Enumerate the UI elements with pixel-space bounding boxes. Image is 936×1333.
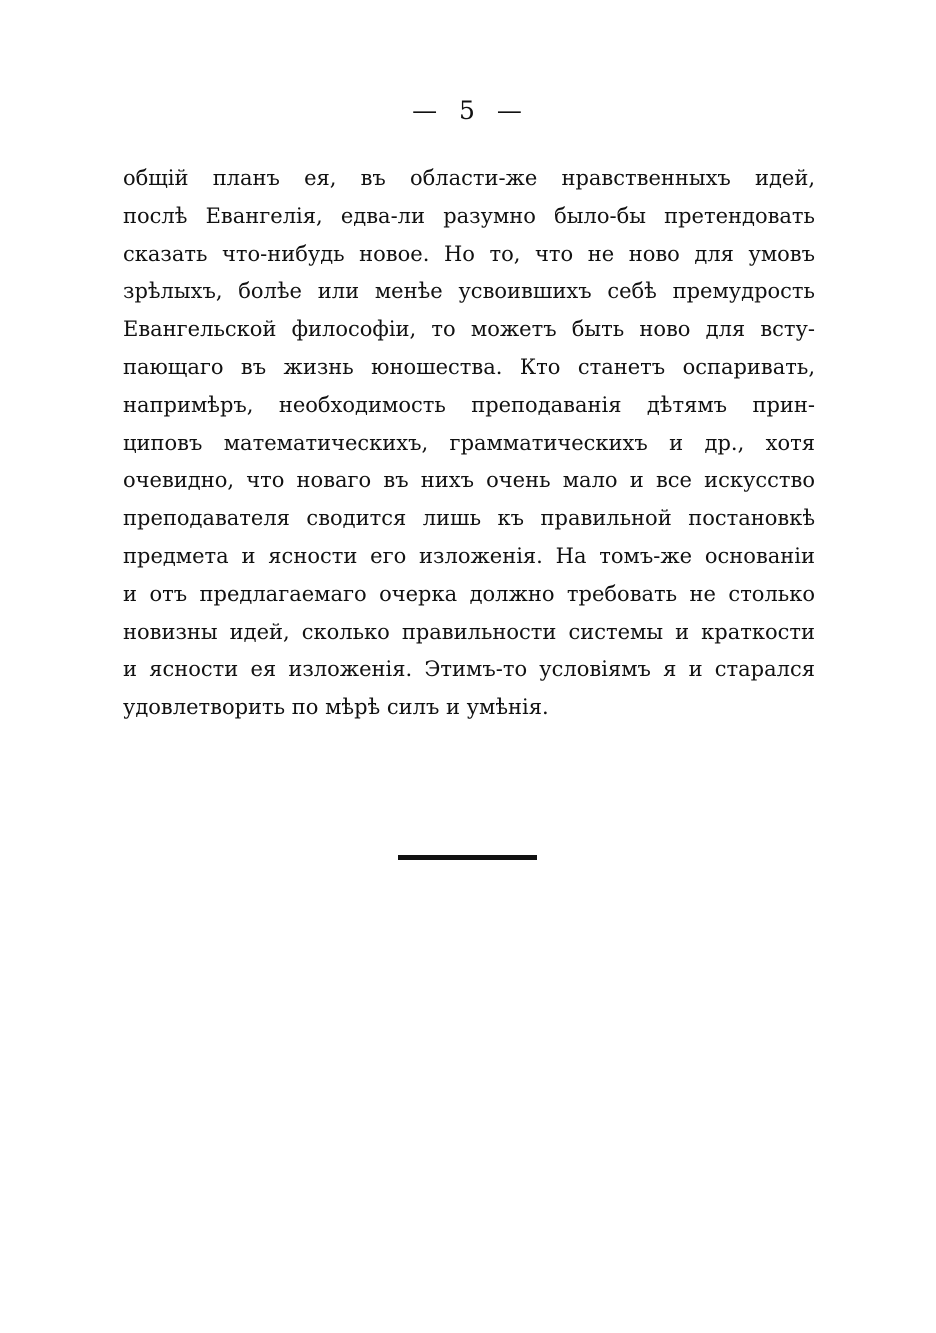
body-text — [123, 160, 815, 727]
text-line: сказать что-нибудь новое. Но то, что не ново для умовъ — [123, 241, 815, 266]
text-line: очевидно, что новаго въ нихъ очень мало и все искусство — [123, 468, 815, 493]
text-line: преподавателя сводится лишь къ правильной постановкѣ — [123, 506, 815, 531]
text-line: напримѣръ, необходимость преподаванія дѣтямъ прин- — [123, 392, 815, 417]
page-number: — 5 — — [412, 96, 524, 125]
text-line: общій планъ ея, въ области-же нравственныхъ идей, — [123, 166, 815, 190]
text-line: пающаго въ жизнь юношества. Кто станетъ оспаривать, — [123, 354, 815, 379]
text-line: новизны идей, сколько правильности системы и краткости — [123, 619, 815, 644]
text-line: и ясности ея изложенія. Этимъ-то условіямъ я и старался — [123, 657, 815, 682]
text-line: предмета и ясности его изложенія. На томъ-же основаніи — [123, 543, 815, 568]
text-line: циповъ математическихъ, грамматическихъ и др., хотя — [123, 430, 815, 455]
text-line: зрѣлыхъ, болѣе или менѣе усвоившихъ себѣ премудрость — [123, 279, 815, 304]
text-line: послѣ Евангелія, едва-ли разумно было-бы претендовать — [123, 203, 815, 228]
text-line-last: удовлетворить по мѣрѣ силъ и умѣнія. — [123, 695, 549, 720]
text-line: Евангельской философіи, то можетъ быть ново для всту- — [123, 317, 815, 342]
text-line: и отъ предлагаемаго очерка должно требовать не столько — [123, 581, 815, 606]
closing-rule — [398, 855, 537, 860]
